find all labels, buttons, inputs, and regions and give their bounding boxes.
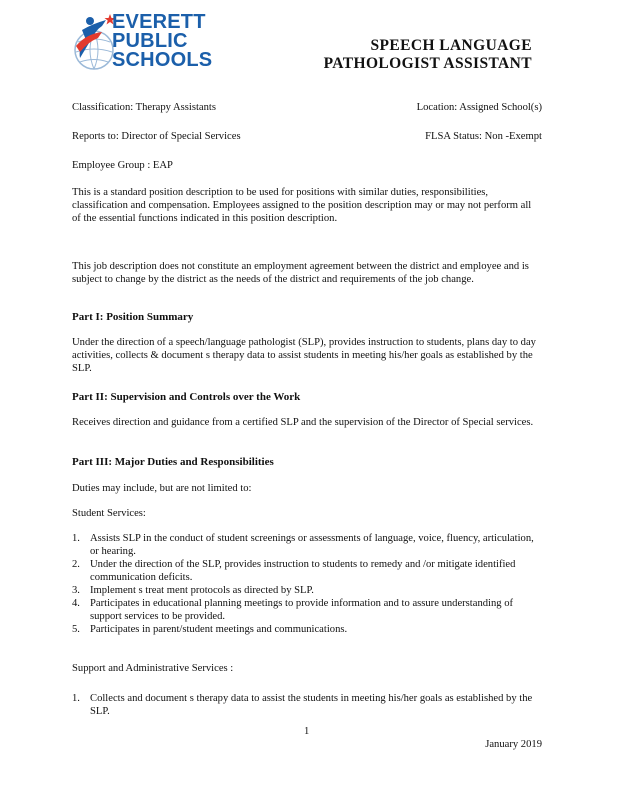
logo-emblem-icon [72, 12, 116, 78]
part2-heading: Part II: Supervision and Controls over the Work [72, 391, 301, 403]
classification: Classification: Therapy Assistants [72, 102, 216, 113]
list-item: 1. Collects and document s therapy data to assist the students in meeting his/her goals as established by the SLP. [72, 693, 533, 717]
footer-date: January 2019 [485, 739, 542, 750]
student-services-label: Student Services: [72, 508, 146, 519]
title-line-1: SPEECH LANGUAGE [370, 37, 532, 54]
logo-line-3: SCHOOLS [112, 49, 213, 71]
support-services-label: Support and Administrative Services : [72, 663, 234, 674]
list-item: 5. Participates in parent/student meetings and communications. [72, 624, 348, 635]
reports-row [72, 130, 542, 143]
logo-line-1: EVERETT [112, 11, 206, 33]
document-title [324, 37, 532, 73]
logo-line-2: PUBLIC [112, 30, 188, 52]
part1-heading: Part I: Position Summary [72, 311, 194, 323]
part2-text: Receives direction and guidance from a certified SLP and the supervision of the Director of Special services. [72, 417, 534, 428]
district-logo [72, 12, 242, 78]
logo-wordmark [112, 13, 212, 70]
title-line-2: PATHOLOGIST ASSISTANT [323, 55, 532, 72]
part3-heading: Part III: Major Duties and Responsibilities [72, 456, 274, 468]
part1-text: Under the direction of a speech/language pathologist (SLP), provides instruction to students, plans day to day activities, collects & document s therapy data to assist students in meeting his/her goals as established by the SLP. [72, 337, 536, 374]
reports-to: Reports to: Director of Special Services [72, 131, 241, 142]
employee-group: Employee Group : EAP [72, 160, 173, 171]
list-item: 2. Under the direction of the SLP, provides instruction to students to remedy and /or mitigate identified communication deficits. [72, 559, 516, 583]
list-item: 4. Participates in educational planning meetings to provide information and to assure understanding of support services to be provided. [72, 598, 514, 622]
duties-intro: Duties may include, but are not limited to: [72, 483, 252, 494]
student-services-list [72, 532, 542, 636]
intro-paragraph-1: This is a standard position description to be used for positions with similar duties, responsibilities, classification and compensation. Employees assigned to the position description may or may not perform all of the essential functions indicated in this position description. [72, 187, 532, 224]
location: Location: Assigned School(s) [416, 102, 542, 113]
list-item: 3. Implement s treat ment protocols as directed by SLP. [72, 585, 314, 596]
support-services-list [72, 692, 542, 718]
intro-paragraph-2: This job description does not constitute an employment agreement between the district and employee and is subject to change by the district as the needs of the district and requirements of the job change. [72, 261, 529, 285]
list-item: 1. Assists SLP in the conduct of student screenings or assessments of language, voice, fluency, articulation, or hearing. [72, 533, 534, 557]
flsa-status: FLSA Status: Non -Exempt [425, 131, 542, 142]
classification-row [72, 101, 542, 114]
page-number: 1 [304, 726, 310, 737]
